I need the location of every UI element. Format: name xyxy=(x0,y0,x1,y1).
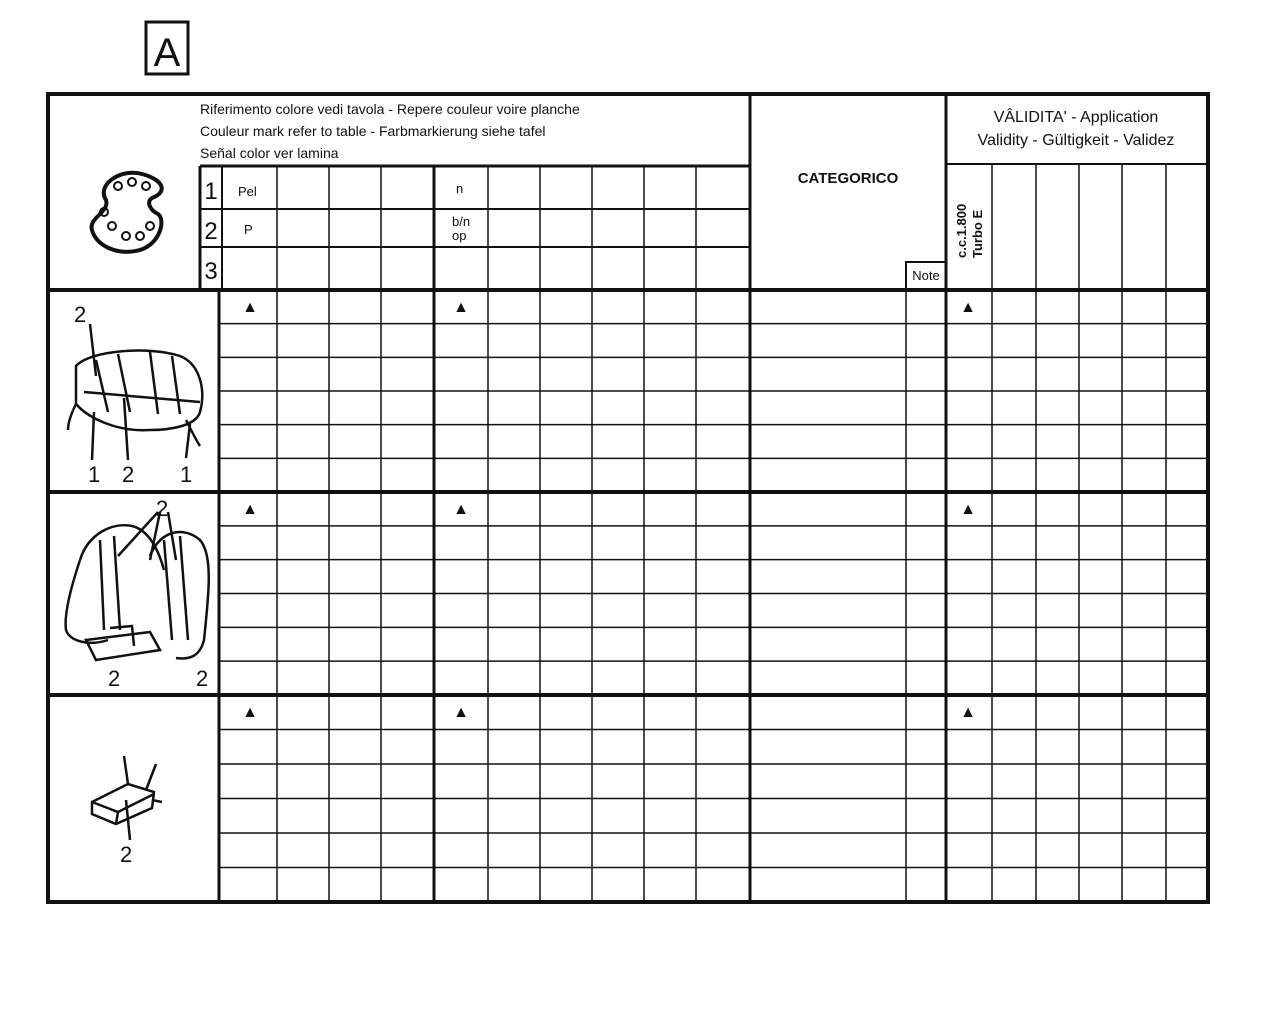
body-grid xyxy=(48,290,1208,902)
triangle-marker-icon: ▲ xyxy=(242,299,258,316)
seat-cushion-illustration xyxy=(68,302,202,487)
seat-cushion-label-2: 2 xyxy=(122,462,135,487)
validita-line1: VÂLIDITA' - Application xyxy=(993,109,1159,126)
seat-cushion-label-top: 2 xyxy=(74,302,87,327)
triangle-marker-icon: ▲ xyxy=(453,704,469,721)
color-ref-line2: Couleur mark refer to table - Farbmarkierung siehe tafel xyxy=(200,123,546,139)
validity-cc: c.c.1.800 xyxy=(954,203,969,258)
triangle-marker-icon: ▲ xyxy=(242,704,258,721)
color-row-number-3: 3 xyxy=(204,258,218,285)
seat-backrest-label-bottom-right: 2 xyxy=(196,666,209,691)
seat-cushion-label-1-left: 1 xyxy=(88,462,101,487)
note-label: Note xyxy=(912,268,940,283)
validity-turbo: Turbo E xyxy=(970,209,985,258)
color-code-pel: Pel xyxy=(238,184,257,199)
color-code-op: op xyxy=(452,228,467,243)
triangle-marker-icon: ▲ xyxy=(960,299,976,316)
section-badge xyxy=(146,22,188,75)
triangle-marker-icon: ▲ xyxy=(960,501,976,518)
badge-letter: A xyxy=(153,31,181,75)
triangle-marker-icon: ▲ xyxy=(453,501,469,518)
triangle-marker-icon: ▲ xyxy=(453,299,469,316)
validity-column-label xyxy=(954,204,985,258)
color-row-number-2: 2 xyxy=(204,218,218,245)
armrest-illustration xyxy=(92,756,162,867)
triangle-marker-icon: ▲ xyxy=(242,501,258,518)
seat-cushion-label-1-right: 1 xyxy=(180,462,193,487)
validita-line2: Validity - Gültigkeit - Validez xyxy=(977,132,1175,149)
categorico-heading: CATEGORICO xyxy=(797,170,899,187)
color-row-number-1: 1 xyxy=(204,178,218,205)
color-code-p: P xyxy=(244,222,253,237)
seat-backrest-label-top: 2 xyxy=(156,496,169,521)
color-code-n: n xyxy=(456,181,464,196)
seat-backrest-label-bottom-left: 2 xyxy=(108,666,121,691)
color-palette-icon xyxy=(92,173,162,252)
triangle-marker-icon: ▲ xyxy=(960,704,976,721)
seat-backrest-illustration xyxy=(66,496,209,691)
color-ref-line3: Señal color ver lamina xyxy=(200,145,339,161)
header-block xyxy=(92,94,1208,290)
color-code-bn: b/n xyxy=(452,214,471,229)
color-ref-line1: Riferimento colore vedi tavola - Repere couleur voire planche xyxy=(200,101,580,117)
armrest-label: 2 xyxy=(120,842,133,867)
